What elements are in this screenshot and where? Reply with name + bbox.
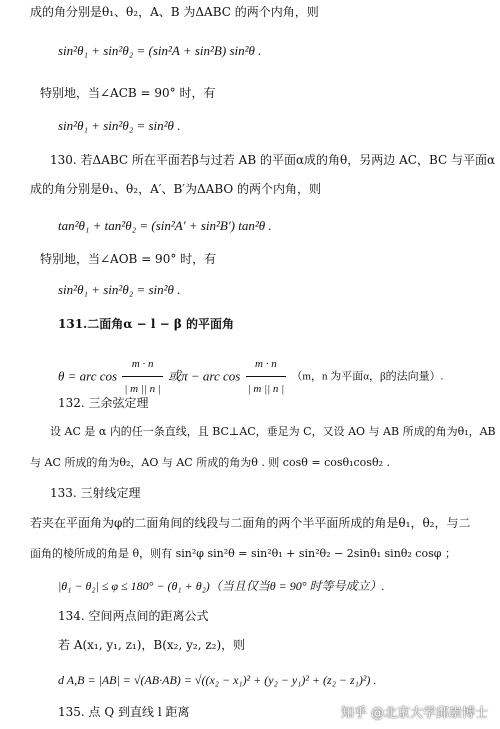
formula-line: sin²θ₁ + sin²θ₂ = sin²θ . bbox=[58, 118, 181, 133]
text-line: 设 AC 是 α 内的任一条直线，且 BC⊥AC，垂足为 C，又设 AO 与 AB 所成的角为θ₁，AB bbox=[50, 425, 496, 438]
fraction bbox=[122, 352, 163, 401]
fraction-denominator: | m || n | bbox=[247, 383, 285, 395]
section-heading: 135. 点 Q 到直线 l 距离 bbox=[58, 705, 190, 719]
text-line: 130. 若ΔABC 所在平面若β与过若 AB 的平面α成的角θ，另两边 AC，BC 与平面α bbox=[50, 153, 496, 167]
text-line: 与 AC 所成的角为θ₂，AO 与 AC 所成的角为θ . 则 cosθ = cosθ₁cosθ₂ . bbox=[30, 456, 390, 469]
fraction-numerator: m · n bbox=[122, 352, 163, 377]
fraction bbox=[246, 352, 287, 401]
fraction-denominator: | m || n | bbox=[124, 383, 161, 395]
section-heading: 131.二面角α − l − β 的平面角 bbox=[58, 317, 234, 331]
formula-line: tan²θ₁ + tan²θ₂ = (sin²A′ + sin²B′) tan²θ . bbox=[58, 218, 272, 233]
text-line: 成的角分别是θ₁、θ₂，A、B 为ΔABC 的两个内角，则 bbox=[30, 5, 319, 19]
text-line: 特别地，当∠AOB = 90° 时，有 bbox=[40, 252, 217, 266]
formula-part: 或π − arc cos bbox=[168, 368, 241, 384]
formula-line: d A,B = |AB| = √(AB·AB) = √((x₂ − x₁)² + (y₂ − y₁)² + (z₂ − z₁)²) . bbox=[58, 673, 377, 687]
text-line: 面角的棱所成的角是 θ，则有 sin²φ sin²θ = sin²θ₁ + sin²θ₂ − 2sinθ₁ sinθ₂ cosφ ； bbox=[30, 547, 456, 560]
formula-line: sin²θ₁ + sin²θ₂ = sin²θ . bbox=[58, 282, 181, 297]
formula-line bbox=[58, 352, 498, 395]
text-line: 成的角分别是θ₁、θ₂，A′、B′为ΔABO 的两个内角，则 bbox=[30, 182, 322, 196]
fraction-numerator: m · n bbox=[246, 352, 287, 377]
formula-part: θ = arc cos bbox=[58, 368, 118, 384]
section-heading: 134. 空间两点间的距离公式 bbox=[58, 609, 209, 623]
section-heading: 133. 三射线定理 bbox=[50, 486, 141, 500]
formula-line: sin²θ₁ + sin²θ₂ = (sin²A + sin²B) sin²θ . bbox=[58, 43, 262, 58]
text-line: 若 A(x₁, y₁, z₁)，B(x₂, y₂, z₂)，则 bbox=[58, 638, 246, 652]
text-line: 若夹在平面角为φ的二面角间的线段与二面角的两个半平面所成的角是θ₁，θ₂，与二 bbox=[30, 516, 471, 530]
text-line: 特别地，当∠ACB = 90° 时，有 bbox=[40, 86, 216, 100]
section-heading: 132. 三余弦定理 bbox=[58, 396, 149, 410]
watermark: 知乎 @北京大学邱崇博士 bbox=[340, 706, 488, 721]
formula-note: （m，n 为平面α，β的法向量）. bbox=[291, 370, 444, 383]
formula-line: |θ₁ − θ₂| ≤ φ ≤ 180° − (θ₁ + θ₂)（当且仅当θ = 90° 时等号成立）. bbox=[58, 579, 385, 593]
